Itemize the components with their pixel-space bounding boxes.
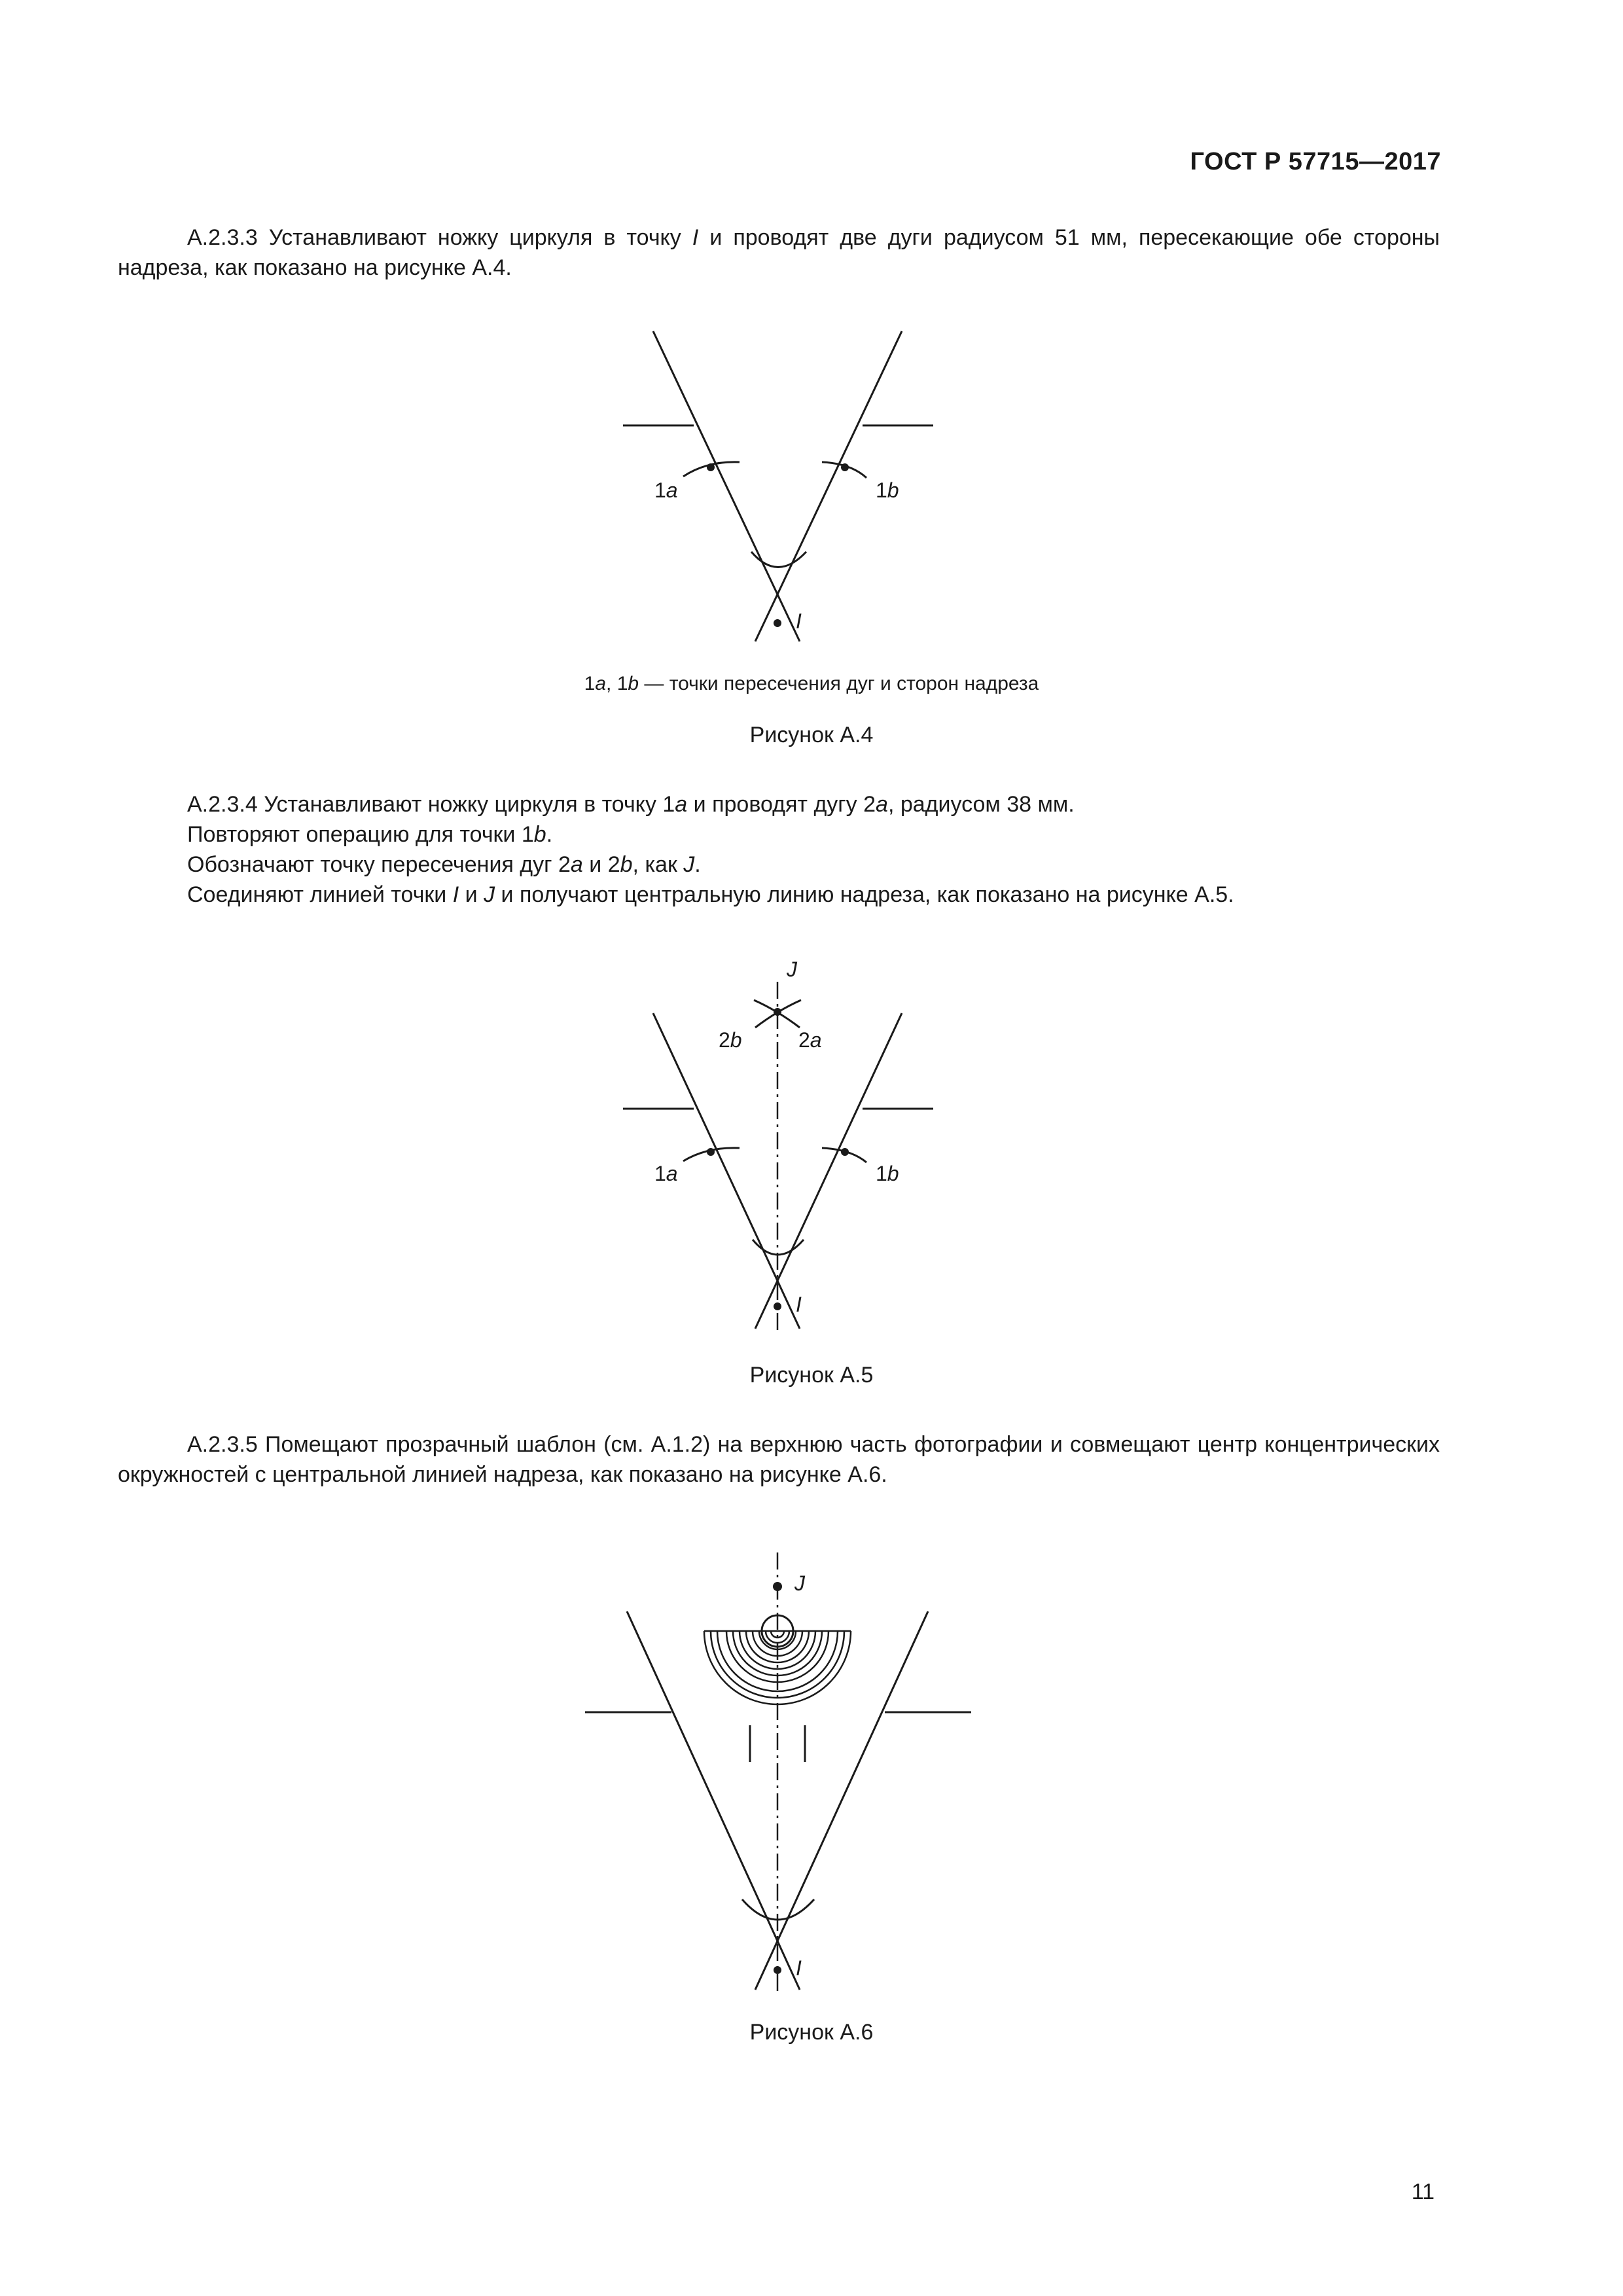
line-a234-3: Обозначают точку пересечения дуг 2a и 2b, как J.	[187, 852, 701, 877]
label-i: I	[796, 609, 802, 633]
line-a234-4: Соединяют линией точки I и J и получают центральную линию надреза, как показано на рисунке А.5.	[187, 882, 1234, 907]
line-a234-2: Повторяют операцию для точки 1b.	[187, 822, 553, 847]
figure-a5-caption: Рисунок А.5	[749, 1363, 874, 1388]
label-j: J	[787, 958, 797, 981]
label-1a: 1a	[654, 478, 678, 502]
label-2b: 2b	[719, 1028, 742, 1052]
point-i-dot	[774, 1966, 781, 1974]
label-i: I	[796, 1956, 802, 1980]
label-1b: 1b	[876, 1162, 899, 1185]
figure-a6-caption: Рисунок А.6	[749, 2020, 874, 2045]
label-j: J	[794, 1571, 805, 1595]
figure-a4-caption: Рисунок А.4	[749, 723, 874, 747]
line-a234-1: А.2.3.4 Устанавливают ножку циркуля в точку 1a и проводят дугу 2a, радиусом 38 мм.	[187, 792, 1075, 817]
label-1a: 1a	[654, 1162, 678, 1185]
page-number: 11	[1411, 2179, 1435, 2204]
paragraph-a-2-3-5: А.2.3.5 Помещают прозрачный шаблон (см. А.1.2) на верхнюю часть фотографии и совмещают центр концентрических окружностей с центральной линией надреза, как показано на рисунке А.6.	[118, 1432, 1440, 1487]
point-j-dot	[773, 1582, 782, 1591]
figure-a4-legend: 1a, 1b — точки пересечения дуг и сторон надреза	[584, 673, 1039, 694]
paragraph-a-2-3-3: А.2.3.3 Устанавливают ножку циркуля в точку I и проводят две дуги радиусом 51 мм, пересекающие обе стороны надреза, как показано на рисунке А.4.	[118, 225, 1440, 280]
document-header: ГОСТ Р 57715—2017	[1190, 148, 1441, 175]
label-2a: 2a	[798, 1028, 822, 1052]
label-1b: 1b	[876, 478, 899, 502]
label-i: I	[796, 1293, 802, 1316]
